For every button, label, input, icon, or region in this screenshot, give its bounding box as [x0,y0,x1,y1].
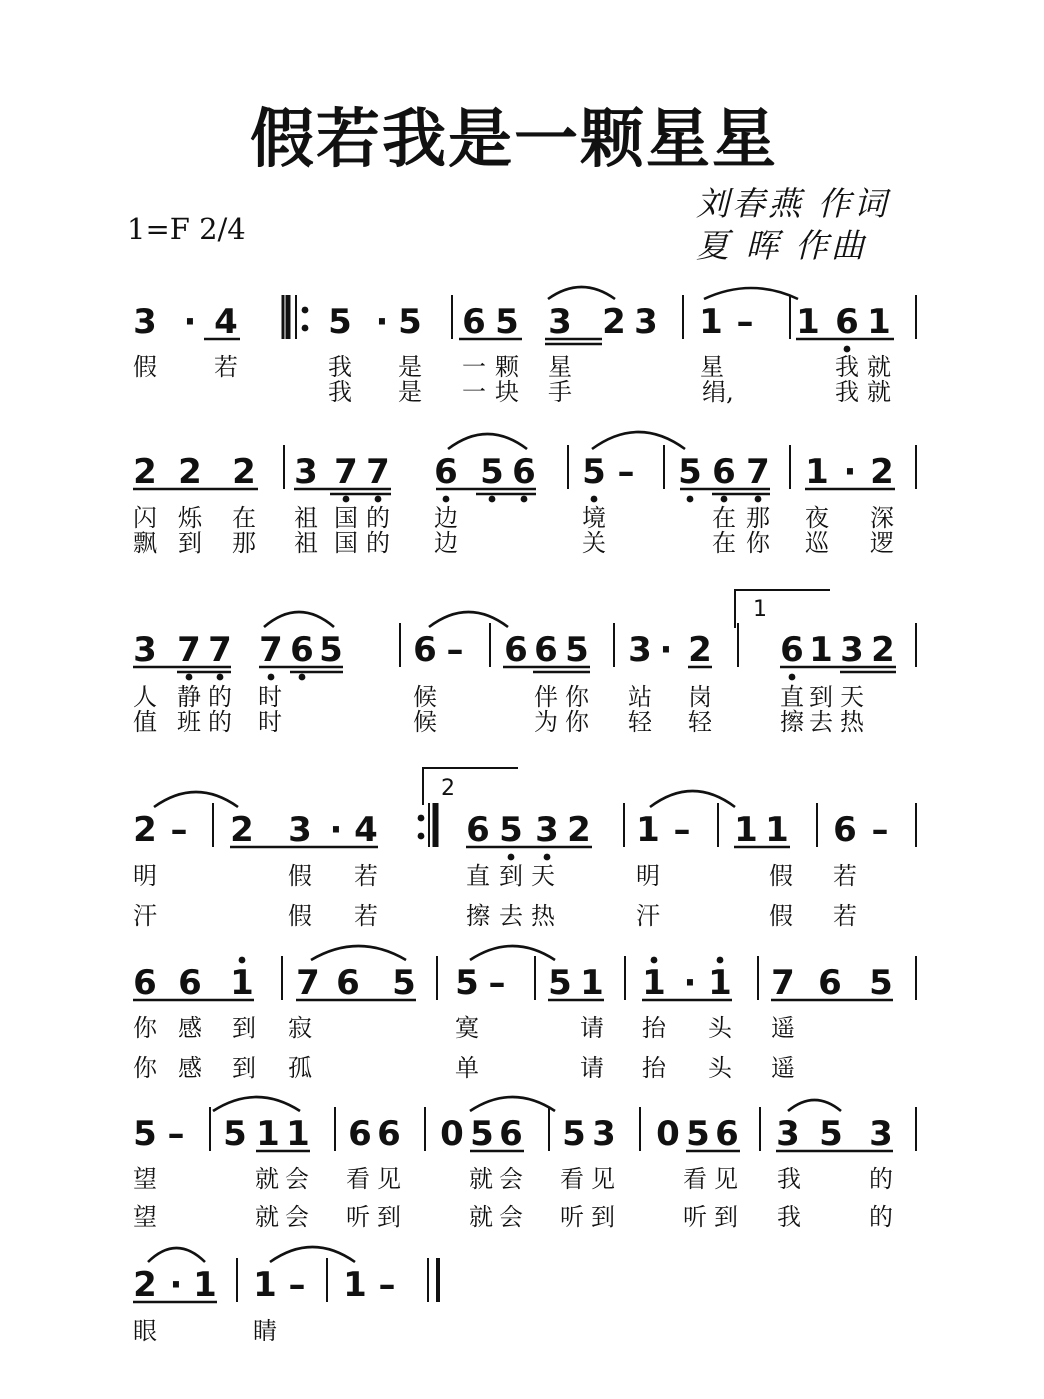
lyric-syllable: 是 [398,353,422,381]
jianpu-note: 7 [296,963,320,1003]
lyric-syllable: 块 [495,378,519,406]
octave-dot [489,496,496,503]
lyric-syllable: 睛 [253,1317,277,1345]
lyric-syllable: 听 [346,1203,370,1231]
jianpu-note: · [375,302,389,342]
lyric-syllable: 擦 [466,902,490,930]
lyric-syllable: 我 [328,353,352,381]
jianpu-note: – [446,630,464,670]
lyric-syllable: 汗 [636,902,660,930]
lyric-syllable: 轻 [628,708,652,736]
lyric-syllable: 抬 [642,1054,666,1082]
lyric-syllable: 直 [780,683,804,711]
jianpu-note: · [169,1265,183,1305]
jianpu-note: 3 [548,302,572,342]
lyric-syllable: 望 [133,1203,157,1231]
lyric-syllable: 关 [582,529,606,557]
lyric-syllable: 闪 [133,504,157,532]
lyric-syllable: 我 [835,378,859,406]
tie-slur [148,1248,205,1262]
jianpu-note: 3 [628,630,652,670]
volta-bracket-1 [735,590,830,628]
lyric-syllable: 遥 [771,1014,795,1042]
jianpu-note: 5 [562,1114,586,1154]
octave-dot [268,674,275,681]
jianpu-note: 1 [699,302,723,342]
jianpu-note: 6 [290,630,314,670]
lyric-syllable: 就 [867,378,891,406]
lyric-syllable: 抬 [642,1014,666,1042]
lyric-syllable: 假 [133,353,157,381]
jianpu-note: · [659,630,673,670]
lyric-syllable: 站 [628,683,652,711]
jianpu-note: 1 [286,1114,310,1154]
jianpu-note: 6 [434,452,458,492]
lyric-syllable: 时 [258,683,282,711]
tie-slur [154,792,238,807]
tie-slur [470,946,555,960]
lyric-syllable: 到 [714,1203,738,1231]
octave-dot [755,496,762,503]
lyric-syllable: 会 [499,1203,523,1231]
jianpu-note: 4 [354,810,378,850]
lyric-syllable: 你 [746,529,770,557]
lyric-syllable: 的 [366,529,390,557]
jianpu-note: 0 [440,1114,464,1154]
jianpu-note: 5 [455,963,479,1003]
lyric-syllable: 候 [413,708,437,736]
lyric-syllable: 就 [469,1203,493,1231]
lyric-syllable: 感 [178,1054,202,1082]
key-signature: 1=F 2/4 [127,212,246,246]
lyric-syllable: 在 [232,504,256,532]
jianpu-note: 4 [214,302,238,342]
lyric-syllable: 祖 [294,504,318,532]
octave-dot [239,957,246,964]
lyric-syllable: 头 [708,1054,732,1082]
jianpu-note: · [183,302,197,342]
jianpu-note: 5 [223,1114,247,1154]
jianpu-note: – [488,963,506,1003]
tie-slur [650,791,735,807]
jianpu-note: 7 [177,630,201,670]
lyric-syllable: 见 [377,1165,401,1193]
jianpu-note: 5 [869,963,893,1003]
lyric-syllable: 到 [591,1203,615,1231]
volta-label-1: 1 [753,597,767,622]
lyric-syllable: 你 [133,1014,157,1042]
jianpu-note: 3 [294,452,318,492]
lyric-syllable: 我 [328,378,352,406]
jianpu-note: 6 [348,1114,372,1154]
octave-dot [521,496,528,503]
lyric-syllable: 擦 [780,708,804,736]
lyric-syllable: 星 [548,353,572,381]
lyric-syllable: 是 [398,378,422,406]
lyric-syllable: 一 [462,378,486,406]
jianpu-note: 0 [656,1114,680,1154]
jianpu-note: 7 [771,963,795,1003]
tie-slur [470,1097,555,1111]
lyric-syllable: 到 [178,529,202,557]
lyric-syllable: 请 [580,1054,604,1082]
lyric-syllable: 到 [809,683,833,711]
jianpu-note: 2 [567,810,591,850]
tie-slur [448,434,527,449]
lyric-syllable: 到 [377,1203,401,1231]
lyric-syllable: 夜 [805,504,829,532]
lyric-syllable: 头 [708,1014,732,1042]
volta-bracket-2 [423,768,518,805]
lyric-syllable: 就 [255,1165,279,1193]
jianpu-note: 3 [869,1114,893,1154]
jianpu-note: 6 [336,963,360,1003]
volta-label-2: 2 [441,776,455,801]
jianpu-note: 3 [535,810,559,850]
jianpu-note: 2 [870,452,894,492]
lyric-syllable: 若 [354,862,378,890]
tie-slur [592,432,685,449]
lyric-syllable: 假 [288,862,312,890]
jianpu-note: 2 [232,452,256,492]
jianpu-note: 1 [256,1114,280,1154]
lyric-syllable: 人 [133,683,157,711]
jianpu-note: 1 [805,452,829,492]
repeat-dot [302,325,309,332]
repeat-dot [302,307,309,314]
lyric-syllable: 境 [582,504,606,532]
lyric-syllable: 就 [469,1165,493,1193]
repeat-dot [418,815,425,822]
lyric-syllable: 轻 [688,708,712,736]
octave-dot [375,496,382,503]
jianpu-note: · [329,810,343,850]
lyric-syllable: 明 [636,862,660,890]
jianpu-note: · [843,452,857,492]
lyric-syllable: 寂 [288,1014,312,1042]
jianpu-note: 5 [819,1114,843,1154]
tie-slur [213,1097,300,1111]
lyric-syllable: 就 [867,353,891,381]
jianpu-note: 3 [133,630,157,670]
jianpu-note: 5 [582,452,606,492]
lyric-syllable: 去 [499,902,523,930]
jianpu-note: – [673,810,691,850]
lyric-syllable: 的 [366,504,390,532]
lyric-syllable: 会 [285,1165,309,1193]
lyric-syllable: 手 [548,378,572,406]
lyric-syllable: 值 [133,708,157,736]
jianpu-note: 2 [133,1265,157,1305]
lyric-syllable: 你 [565,708,589,736]
lyric-syllable: 的 [869,1203,893,1231]
jianpu-note: 2 [602,302,626,342]
lyric-syllable: 若 [833,902,857,930]
lyric-syllable: 见 [714,1165,738,1193]
jianpu-note: 3 [288,810,312,850]
lyric-syllable: 的 [208,708,232,736]
jianpu-note: 5 [328,302,352,342]
octave-dot [687,496,694,503]
octave-dot [544,854,551,861]
lyric-syllable: 假 [288,902,312,930]
jianpu-note: 6 [377,1114,401,1154]
jianpu-note: 3 [840,630,864,670]
octave-dot [651,957,658,964]
lyric-syllable: 眼 [133,1317,157,1345]
tie-slur [311,946,406,960]
jianpu-note: 3 [776,1114,800,1154]
jianpu-note: 1 [867,302,891,342]
lyric-syllable: 的 [208,683,232,711]
octave-dot [591,496,598,503]
lyric-syllable: 在 [712,529,736,557]
lyric-syllable: 国 [334,504,358,532]
jianpu-note: 3 [592,1114,616,1154]
jianpu-note: 3 [634,302,658,342]
jianpu-note: 2 [178,452,202,492]
jianpu-note: 1 [636,810,660,850]
lyric-syllable: 听 [560,1203,584,1231]
jianpu-note: 5 [499,810,523,850]
octave-dot [443,496,450,503]
lyric-syllable: 假 [769,862,793,890]
lyric-syllable: 看 [560,1165,584,1193]
lyric-syllable: 边 [434,504,458,532]
lyric-syllable: 孤 [288,1054,312,1082]
song-title: 假若我是一颗星星 [250,102,778,177]
jianpu-note: – [378,1265,396,1305]
jianpu-note: 1 [343,1265,367,1305]
jianpu-note: 1 [734,810,758,850]
octave-dot [186,674,193,681]
jianpu-note: 5 [480,452,504,492]
jianpu-note: 2 [871,630,895,670]
jianpu-note: 5 [565,630,589,670]
lyric-syllable: 假 [769,902,793,930]
lyric-syllable: 岗 [688,683,712,711]
jianpu-note: 2 [133,452,157,492]
lyric-syllable: 候 [413,683,437,711]
lyric-syllable: 就 [255,1203,279,1231]
jianpu-note: 6 [133,963,157,1003]
octave-dot [343,496,350,503]
jianpu-note: 6 [413,630,437,670]
lyric-syllable: 你 [133,1054,157,1082]
jianpu-note: 5 [133,1114,157,1154]
jianpu-note: 1 [809,630,833,670]
lyric-syllable: 去 [809,708,833,736]
lyric-syllable: 明 [133,862,157,890]
jianpu-note: 1 [230,963,254,1003]
jianpu-note: – [736,302,754,342]
lyric-syllable: 深 [870,504,894,532]
jianpu-note: 6 [715,1114,739,1154]
repeat-dot [418,833,425,840]
jianpu-note: 5 [495,302,519,342]
tie-slur [788,1100,841,1111]
jianpu-note: 6 [462,302,486,342]
jianpu-note: 6 [466,810,490,850]
lyric-syllable: 巡 [805,529,829,557]
lyric-syllable: 望 [133,1165,157,1193]
jianpu-note: 1 [253,1265,277,1305]
lyric-syllable: 若 [214,353,238,381]
jianpu-note: 1 [580,963,604,1003]
lyric-syllable: 若 [354,902,378,930]
lyric-syllable: 寞 [455,1014,479,1042]
lyric-syllable: 看 [683,1165,707,1193]
lyric-syllable: 我 [835,353,859,381]
lyric-syllable: 会 [285,1203,309,1231]
tie-slur [704,288,798,299]
lyric-syllable: 遥 [771,1054,795,1082]
jianpu-note: 5 [686,1114,710,1154]
lyric-syllable: 你 [565,683,589,711]
lyric-syllable: 天 [531,862,555,890]
jianpu-note: 2 [133,810,157,850]
lyric-syllable: 在 [712,504,736,532]
jianpu-note: 7 [259,630,283,670]
tie-slur [264,612,334,627]
jianpu-note: · [683,963,697,1003]
lyric-syllable: 逻 [870,529,894,557]
jianpu-note: 5 [392,963,416,1003]
lyric-syllable: 那 [746,504,770,532]
lyric-syllable: 颗 [495,353,519,381]
lyric-syllable: 班 [177,708,201,736]
jianpu-note: 3 [133,302,157,342]
lyric-syllable: 时 [258,708,282,736]
tie-slur [548,287,615,299]
jianpu-note: 5 [398,302,422,342]
jianpu-note: 6 [504,630,528,670]
jianpu-note: 2 [688,630,712,670]
lyric-syllable: 见 [591,1165,615,1193]
octave-dot [721,496,728,503]
lyric-syllable: 飘 [133,529,157,557]
jianpu-note: 1 [642,963,666,1003]
lyric-syllable: 国 [334,529,358,557]
jianpu-note: 7 [366,452,390,492]
lyric-syllable: 热 [531,902,555,930]
jianpu-note: 6 [499,1114,523,1154]
lyric-syllable: 感 [178,1014,202,1042]
tie-slur [429,612,508,627]
lyric-syllable: 到 [232,1014,256,1042]
lyricist-credit: 刘春燕 作词 [696,184,890,223]
lyric-syllable: 那 [232,529,256,557]
jianpu-note: 7 [208,630,232,670]
lyric-syllable: 到 [232,1054,256,1082]
jianpu-note: 6 [818,963,842,1003]
jianpu-note: 1 [765,810,789,850]
jianpu-note: 6 [512,452,536,492]
lyric-syllable: 汗 [133,902,157,930]
tie-slur [270,1247,355,1262]
jianpu-note: 7 [746,452,770,492]
jianpu-note: – [170,810,188,850]
jianpu-note: 5 [678,452,702,492]
lyric-syllable: 若 [833,862,857,890]
lyric-syllable: 伴 [534,683,558,711]
jianpu-note: 5 [319,630,343,670]
lyric-syllable: 星 [700,353,724,381]
jianpu-note: – [617,452,635,492]
lyric-syllable: 祖 [294,529,318,557]
jianpu-note: 6 [712,452,736,492]
lyric-syllable: 的 [869,1165,893,1193]
jianpu-note: 6 [833,810,857,850]
lyric-syllable: 看 [346,1165,370,1193]
lyric-syllable: 绢, [702,378,734,406]
lyric-syllable: 热 [840,708,864,736]
lyric-syllable: 单 [455,1054,479,1082]
jianpu-note: 6 [534,630,558,670]
lyric-syllable: 我 [777,1165,801,1193]
jianpu-note: – [871,810,889,850]
jianpu-note: 1 [193,1265,217,1305]
lyric-syllable: 到 [499,862,523,890]
lyric-syllable: 烁 [178,504,202,532]
jianpu-note: 7 [334,452,358,492]
octave-dot [217,674,224,681]
lyric-syllable: 我 [777,1203,801,1231]
lyric-syllable: 静 [177,683,201,711]
octave-dot [717,957,724,964]
jianpu-note: 6 [178,963,202,1003]
lyric-syllable: 听 [683,1203,707,1231]
lyric-syllable: 一 [462,353,486,381]
jianpu-note: 2 [230,810,254,850]
jianpu-note: 6 [835,302,859,342]
jianpu-note: 5 [470,1114,494,1154]
lyric-syllable: 边 [434,529,458,557]
jianpu-note: 1 [796,302,820,342]
lyric-syllable: 请 [580,1014,604,1042]
octave-dot [789,674,796,681]
octave-dot [299,674,306,681]
lyric-syllable: 会 [499,1165,523,1193]
lyric-syllable: 天 [840,683,864,711]
jianpu-note: 1 [708,963,732,1003]
jianpu-note: – [167,1114,185,1154]
lyric-syllable: 为 [534,708,558,736]
octave-dot [508,854,515,861]
composer-credit: 夏 晖 作曲 [696,226,867,265]
jianpu-note: 5 [548,963,572,1003]
jianpu-note: 6 [780,630,804,670]
jianpu-note: – [288,1265,306,1305]
lyric-syllable: 直 [466,862,490,890]
octave-dot [844,346,851,353]
